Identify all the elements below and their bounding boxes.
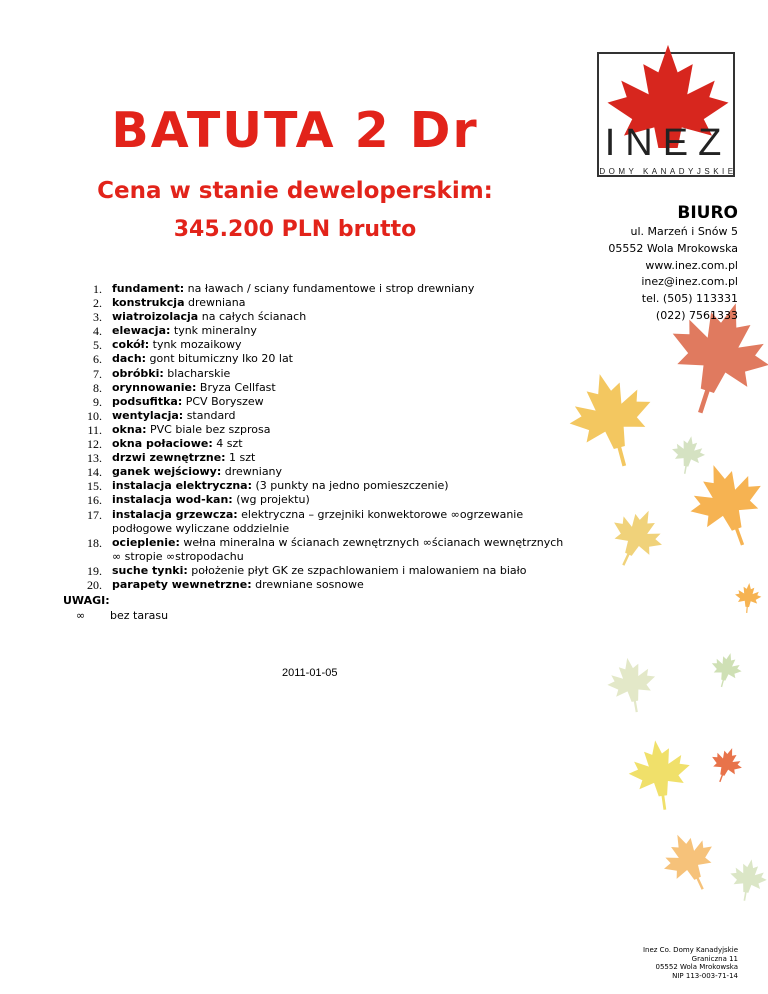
list-item: 18. ocieplenie: wełna mineralna w ścianach zewnętrznych ∞ścianach wewnętrznych ∞ stropie ∞stropodachu	[87, 535, 564, 563]
maple-leaf-icon	[603, 654, 660, 717]
maple-leaf-icon	[599, 500, 672, 577]
company-logo	[597, 38, 739, 180]
price-value: 345.200 PLN brutto	[173, 217, 417, 242]
maple-leaf-icon	[705, 743, 747, 788]
footer-city: 05552 Wola Mrokowska	[655, 963, 738, 971]
maple-leaf-icon	[726, 856, 768, 904]
office-city: 05552 Wola Mrokowska	[608, 241, 738, 255]
maple-leaf-icon	[734, 582, 763, 614]
list-item: 16. instalacja wod-kan: (wg projektu)	[87, 493, 310, 508]
list-item: 4. elewacja: tynk mineralny	[93, 324, 257, 339]
footer-nip: NIP 113-003-71-14	[672, 971, 738, 980]
list-item: 7. obróbki: blacharskie	[93, 366, 231, 381]
document-date: 2011-01-05	[282, 667, 338, 679]
list-item: 2. konstrukcja drewniana	[93, 296, 246, 311]
maple-leaf-icon	[668, 433, 708, 476]
maple-leaf-icon	[625, 736, 696, 814]
list-item: 1. fundament: na ławach / sciany fundamentowe i strop drewniany	[93, 282, 475, 296]
list-item: 10. wentylacja: standard	[87, 408, 236, 423]
footer-company-name: Inez Co. Domy Kanadyjskie	[642, 946, 738, 954]
office-address	[590, 224, 738, 325]
maple-leaf-icon	[653, 824, 726, 901]
list-item: 17. instalacja grzewcza: elektryczna – grzejniki konwektorowe ∞ogrzewanie podłogowe wyliczane oddzielnie	[87, 507, 524, 535]
spec-list	[74, 282, 564, 592]
office-website: www.inez.com.pl	[645, 258, 738, 272]
list-item: 8. orynnowanie: Bryza Cellfast	[93, 380, 276, 395]
list-item: 14. ganek wejściowy: drewniany	[87, 465, 283, 480]
notes-heading: UWAGI:	[63, 594, 110, 607]
list-item: 12. okna połaciowe: 4 szt	[87, 437, 243, 452]
list-item: 3. wiatroizolacja na całych ścianach	[93, 310, 307, 325]
price-label: Cena w stanie deweloperskim:	[97, 178, 493, 204]
list-item: 13. drzwi zewnętrzne: 1 szt	[87, 451, 256, 466]
note-text: bez tarasu	[110, 609, 169, 622]
office-email: inez@inez.com.pl	[641, 275, 738, 289]
footer-street: Graniczna 11	[691, 954, 738, 963]
list-item: 9. podsufitka: PCV Boryszew	[93, 394, 264, 409]
office-heading: BIURO	[677, 203, 738, 223]
infinity-bullet-icon: ∞	[76, 609, 86, 622]
office-street: ul. Marzeń i Snów 5	[630, 225, 738, 238]
office-phone: tel. (505) 113331	[641, 292, 738, 306]
list-item: 11. okna: PVC biale bez szprosa	[87, 422, 271, 437]
page-title: BATUTA 2 Dr	[111, 102, 479, 159]
list-item: 19. suche tynki: położenie płyt GK ze szpachlowaniem i malowaniem na biało	[87, 563, 527, 578]
list-item: 20. parapety wewnetrzne: drewniane sosnowe	[87, 577, 364, 592]
list-item: 5. cokół: tynk mozaikowy	[93, 338, 242, 353]
list-item: 15. instalacja elektryczna: (3 punkty na jedno pomieszczenie)	[87, 479, 449, 494]
logo-tagline: DOMY KANADYJSKIE	[599, 167, 737, 176]
logo-brand: INEZ	[604, 122, 732, 164]
maple-leaf-icon	[678, 452, 768, 557]
list-item: 6. dach: gont bitumiczny Iko 20 lat	[93, 352, 293, 367]
office-phone-2: (022) 7561333	[655, 308, 738, 322]
maple-leaf-icon	[559, 363, 664, 476]
footer-company-info	[560, 946, 738, 980]
maple-leaf-icon	[707, 649, 746, 691]
